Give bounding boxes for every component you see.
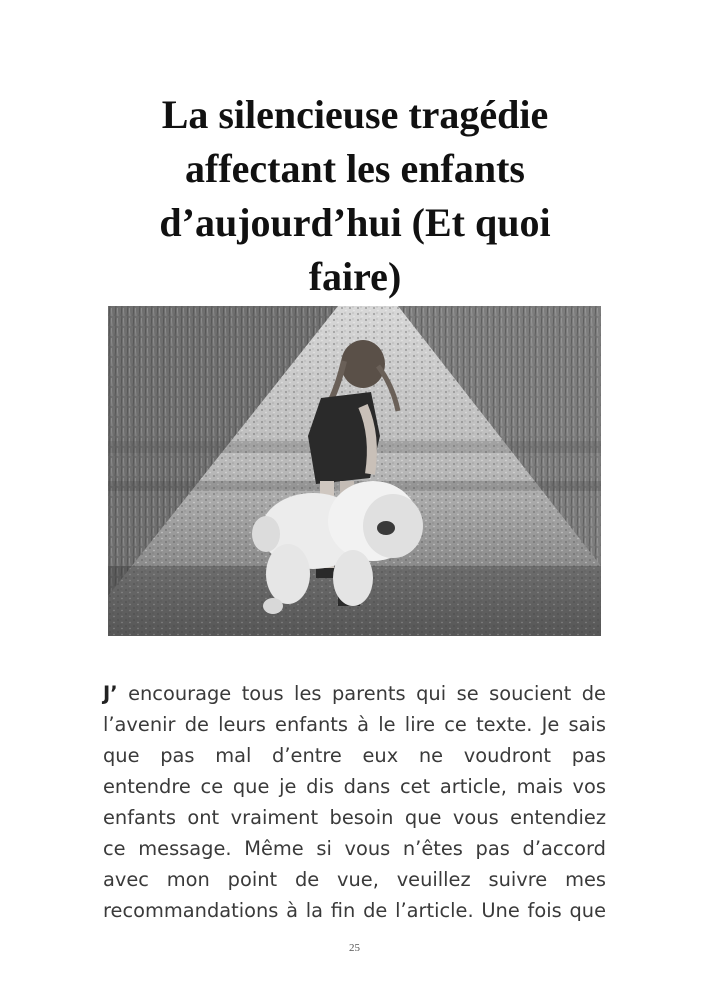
title-line: faire) [308, 254, 402, 299]
page-number: 25 [349, 942, 360, 954]
title-line: affectant les enfants [185, 146, 525, 191]
text-line: ce message. Même si vous n’êtes pas d’accord [103, 837, 606, 860]
text-line: avec mon point de vue, veuillez suivre mes [103, 868, 606, 891]
article-intro [103, 678, 606, 926]
title-line: La silencieuse tragédie [161, 92, 549, 137]
title-line: d’aujourd’hui (Et quoi [159, 200, 551, 245]
text-line: enfants ont vraiment besoin que vous entendiez [103, 806, 606, 829]
lettrine: J’ [103, 682, 118, 705]
text-line: entendre ce que je dis dans cet article, mais vos [103, 775, 606, 798]
text-line: J’ encourage tous les parents qui se soucient de [103, 682, 606, 705]
text-line: recommandations à la fin de l’article. Une fois que [103, 899, 606, 922]
girl-with-teddy-bear-photo [108, 306, 601, 636]
page-title [100, 88, 610, 304]
text-line: l’avenir de leurs enfants à le lire ce texte. Je sais [103, 713, 606, 736]
text-line: que pas mal d’entre eux ne voudront pas [103, 744, 606, 767]
